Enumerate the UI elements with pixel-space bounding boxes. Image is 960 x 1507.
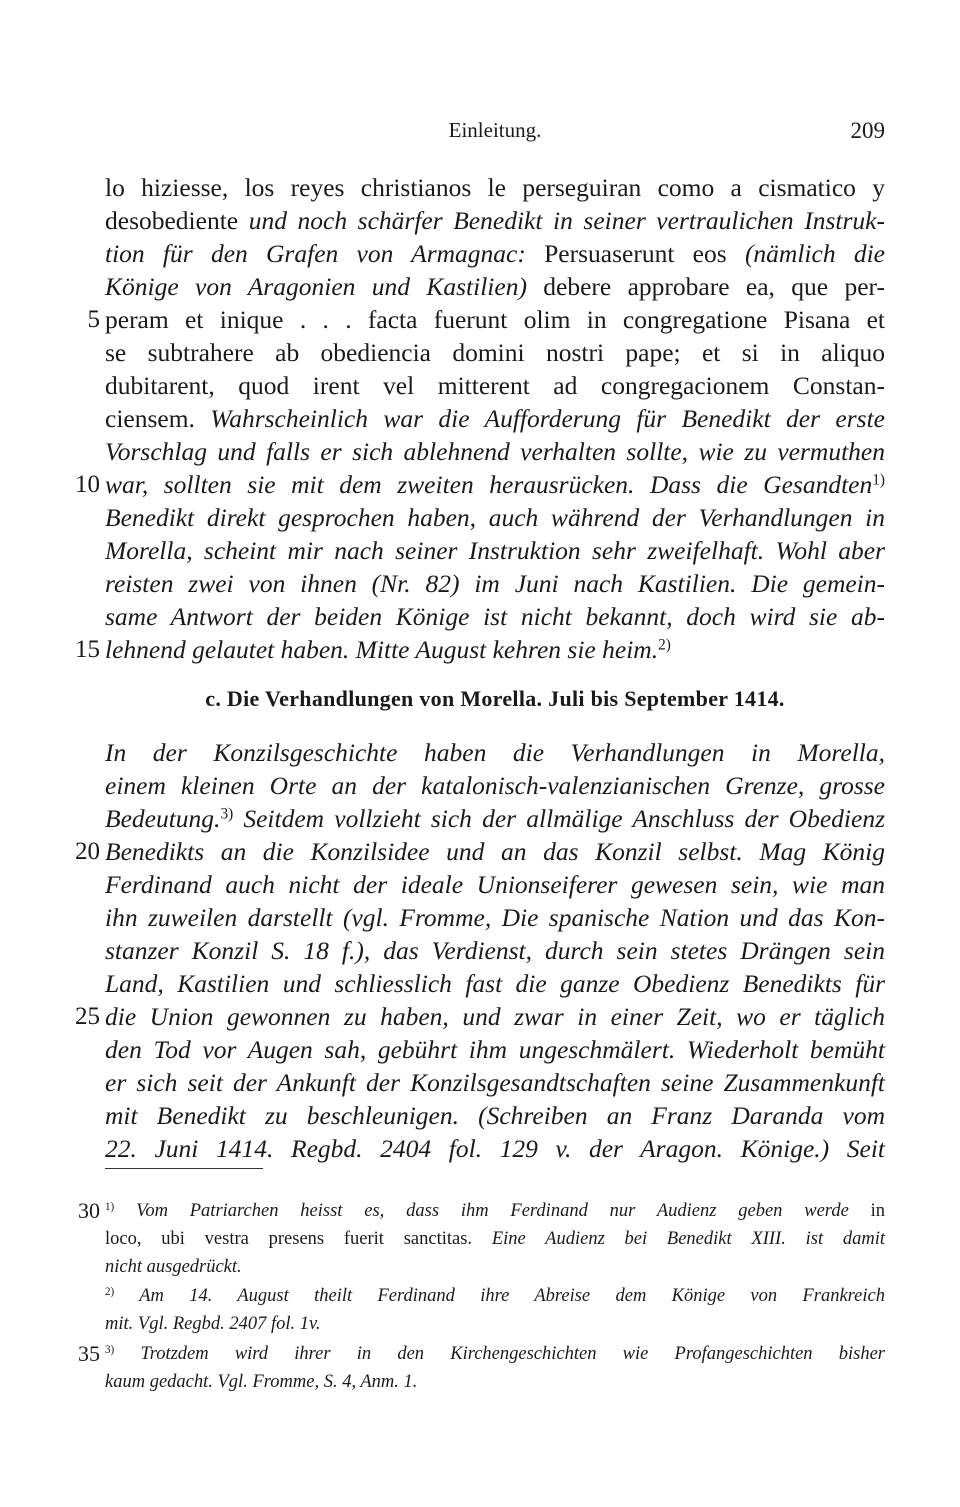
- line-number: 5: [87, 306, 100, 333]
- text-segment: loco, ubi vestra presens fuerit sanctitas.: [105, 1229, 492, 1249]
- footnote-marker: 2): [658, 636, 671, 654]
- text-segment: stanzer Konzil S. 18 f.), das Verdienst, durch sein stetes Drängen sein: [105, 936, 885, 965]
- footnote-rule: [105, 1168, 263, 1169]
- text-segment: Wahrscheinlich war die Aufforderung für Benedikt der erste: [210, 404, 885, 433]
- line-number: 20: [75, 838, 100, 865]
- text-segment: 22. Juni 1414. Regbd. 2404 fol. 129 v. der Aragon. Könige.) Seit: [105, 1134, 885, 1163]
- line-number: 15: [75, 636, 100, 663]
- footnote-line: [105, 1282, 885, 1310]
- text-segment: (nämlich die: [744, 239, 885, 268]
- text-segment: desobediente: [105, 206, 249, 235]
- footnote-marker: 1): [872, 471, 885, 489]
- text-segment: lo hiziesse, los reyes christianos le perseguiran como a cismatico y: [105, 173, 885, 202]
- footnote-line: [105, 1368, 885, 1396]
- text-segment: same Antwort der beiden Könige ist nicht bekannt, doch wird sie ab-: [105, 602, 885, 631]
- section-heading: c. Die Verhandlungen von Morella. Juli bis September 1414.: [205, 686, 785, 711]
- footnote-line: [105, 1197, 885, 1225]
- text-segment: mit. Vgl. Regbd. 2407 fol. 1v.: [105, 1314, 321, 1334]
- text-segment: Seitdem vollzieht sich der allmälige Anschluss der Obedienz: [233, 804, 885, 833]
- text-segment: se subtrahere ab obediencia domini nostri pape; et si in aliquo: [105, 338, 885, 367]
- footnote-marker: 3): [220, 805, 234, 823]
- footnote-line: [105, 1253, 885, 1281]
- text-segment: nicht ausgedrückt.: [105, 1257, 242, 1277]
- text-segment: peram et inique . . . facta fuerunt olim in congregatione Pisana et: [105, 305, 885, 334]
- text-segment: In der Konzilsgeschichte haben die Verhandlungen in Morella,: [105, 738, 885, 767]
- text-segment: Persuaserunt eos: [544, 239, 745, 268]
- footnote-line: [105, 1225, 885, 1253]
- text-segment: reisten zwei von ihnen (Nr. 82) im Juni nach Kastilien. Die gemein-: [105, 569, 885, 598]
- text-segment: ciensem.: [105, 404, 211, 433]
- text-segment: Vorschlag und falls er sich ablehnend verhalten sollte, wie zu vermuthen: [105, 437, 885, 466]
- footnote-marker: 3): [105, 1343, 115, 1356]
- text-segment: Am 14. August theilt Ferdinand ihre Abreise dem Könige von Frankreich: [114, 1286, 885, 1306]
- text-segment: und noch schärfer Benedikt in seiner vertraulichen Instruk-: [248, 206, 885, 235]
- line-number: 25: [75, 1003, 100, 1030]
- text-segment: Könige von Aragonien und Kastilien): [105, 272, 544, 301]
- text-line: [105, 1129, 885, 1169]
- text-segment: war, sollten sie mit dem zweiten herausrücken. Dass die Gesandten: [105, 470, 873, 499]
- page-number: 209: [850, 118, 885, 143]
- text-segment: Eine Audienz bei Benedikt XIII. ist damit: [491, 1229, 885, 1249]
- text-segment: kaum gedacht. Vgl. Fromme, S. 4, Anm. 1.: [105, 1372, 418, 1392]
- footnote-marker: 1): [105, 1200, 115, 1213]
- text-segment: die Union gewonnen zu haben, und zwar in einer Zeit, wo er täglich: [105, 1002, 885, 1031]
- text-segment: Land, Kastilien und schliesslich fast die ganze Obedienz Benedikts für: [105, 969, 885, 998]
- text-segment: ihn zuweilen darstellt (vgl. Fromme, Die spanische Nation und das Kon-: [105, 903, 885, 932]
- line-number: 35: [78, 1341, 100, 1366]
- text-segment: dubitarent, quod irent vel mitterent ad congregacionem Constan-: [105, 371, 885, 400]
- footnote-line: [105, 1340, 885, 1368]
- text-segment: tion für den Grafen von Armagnac:: [105, 239, 545, 268]
- text-segment: Bedeutung.: [105, 804, 221, 833]
- text-segment: mit Benedikt zu beschleunigen. (Schreiben an Franz Daranda vom: [105, 1101, 885, 1130]
- footnote-line: [105, 1310, 885, 1338]
- text-segment: den Tod vor Augen sah, gebührt ihm ungeschmälert. Wiederholt bemüht: [105, 1035, 885, 1064]
- text-segment: Benedikts an die Konzilsidee und an das Konzil selbst. Mag König: [105, 837, 885, 866]
- text-segment: in: [870, 1201, 885, 1221]
- line-number: 10: [75, 471, 100, 498]
- text-segment: er sich seit der Ankunft der Konzilsgesandtschaften seine Zusammenkunft: [105, 1068, 885, 1097]
- page-header: [105, 118, 885, 148]
- running-title: Einleitung.: [448, 118, 542, 142]
- line-number: 30: [78, 1198, 100, 1223]
- text-segment: debere approbare ea, que per-: [543, 272, 885, 301]
- text-segment: Benedikt direkt gesprochen haben, auch während der Verhandlungen in: [105, 503, 885, 532]
- text-segment: Morella, scheint mir nach seiner Instruktion sehr zweifelhaft. Wohl aber: [105, 536, 885, 565]
- text-segment: Vom Patriarchen heisst es, dass ihm Ferdinand nur Audienz geben werde: [114, 1201, 871, 1221]
- text-segment: Trotzdem wird ihrer in den Kirchengeschichten wie Profangeschichten bisher: [114, 1344, 885, 1364]
- footnote-marker: 2): [105, 1285, 115, 1298]
- text-segment: einem kleinen Orte an der katalonisch-valenzianischen Grenze, grosse: [105, 771, 885, 800]
- text-segment: lehnend gelautet haben. Mitte August kehren sie heim.: [105, 635, 659, 664]
- text-segment: Ferdinand auch nicht der ideale Unionseiferer gewesen sein, wie man: [105, 870, 885, 899]
- text-line: [105, 630, 885, 670]
